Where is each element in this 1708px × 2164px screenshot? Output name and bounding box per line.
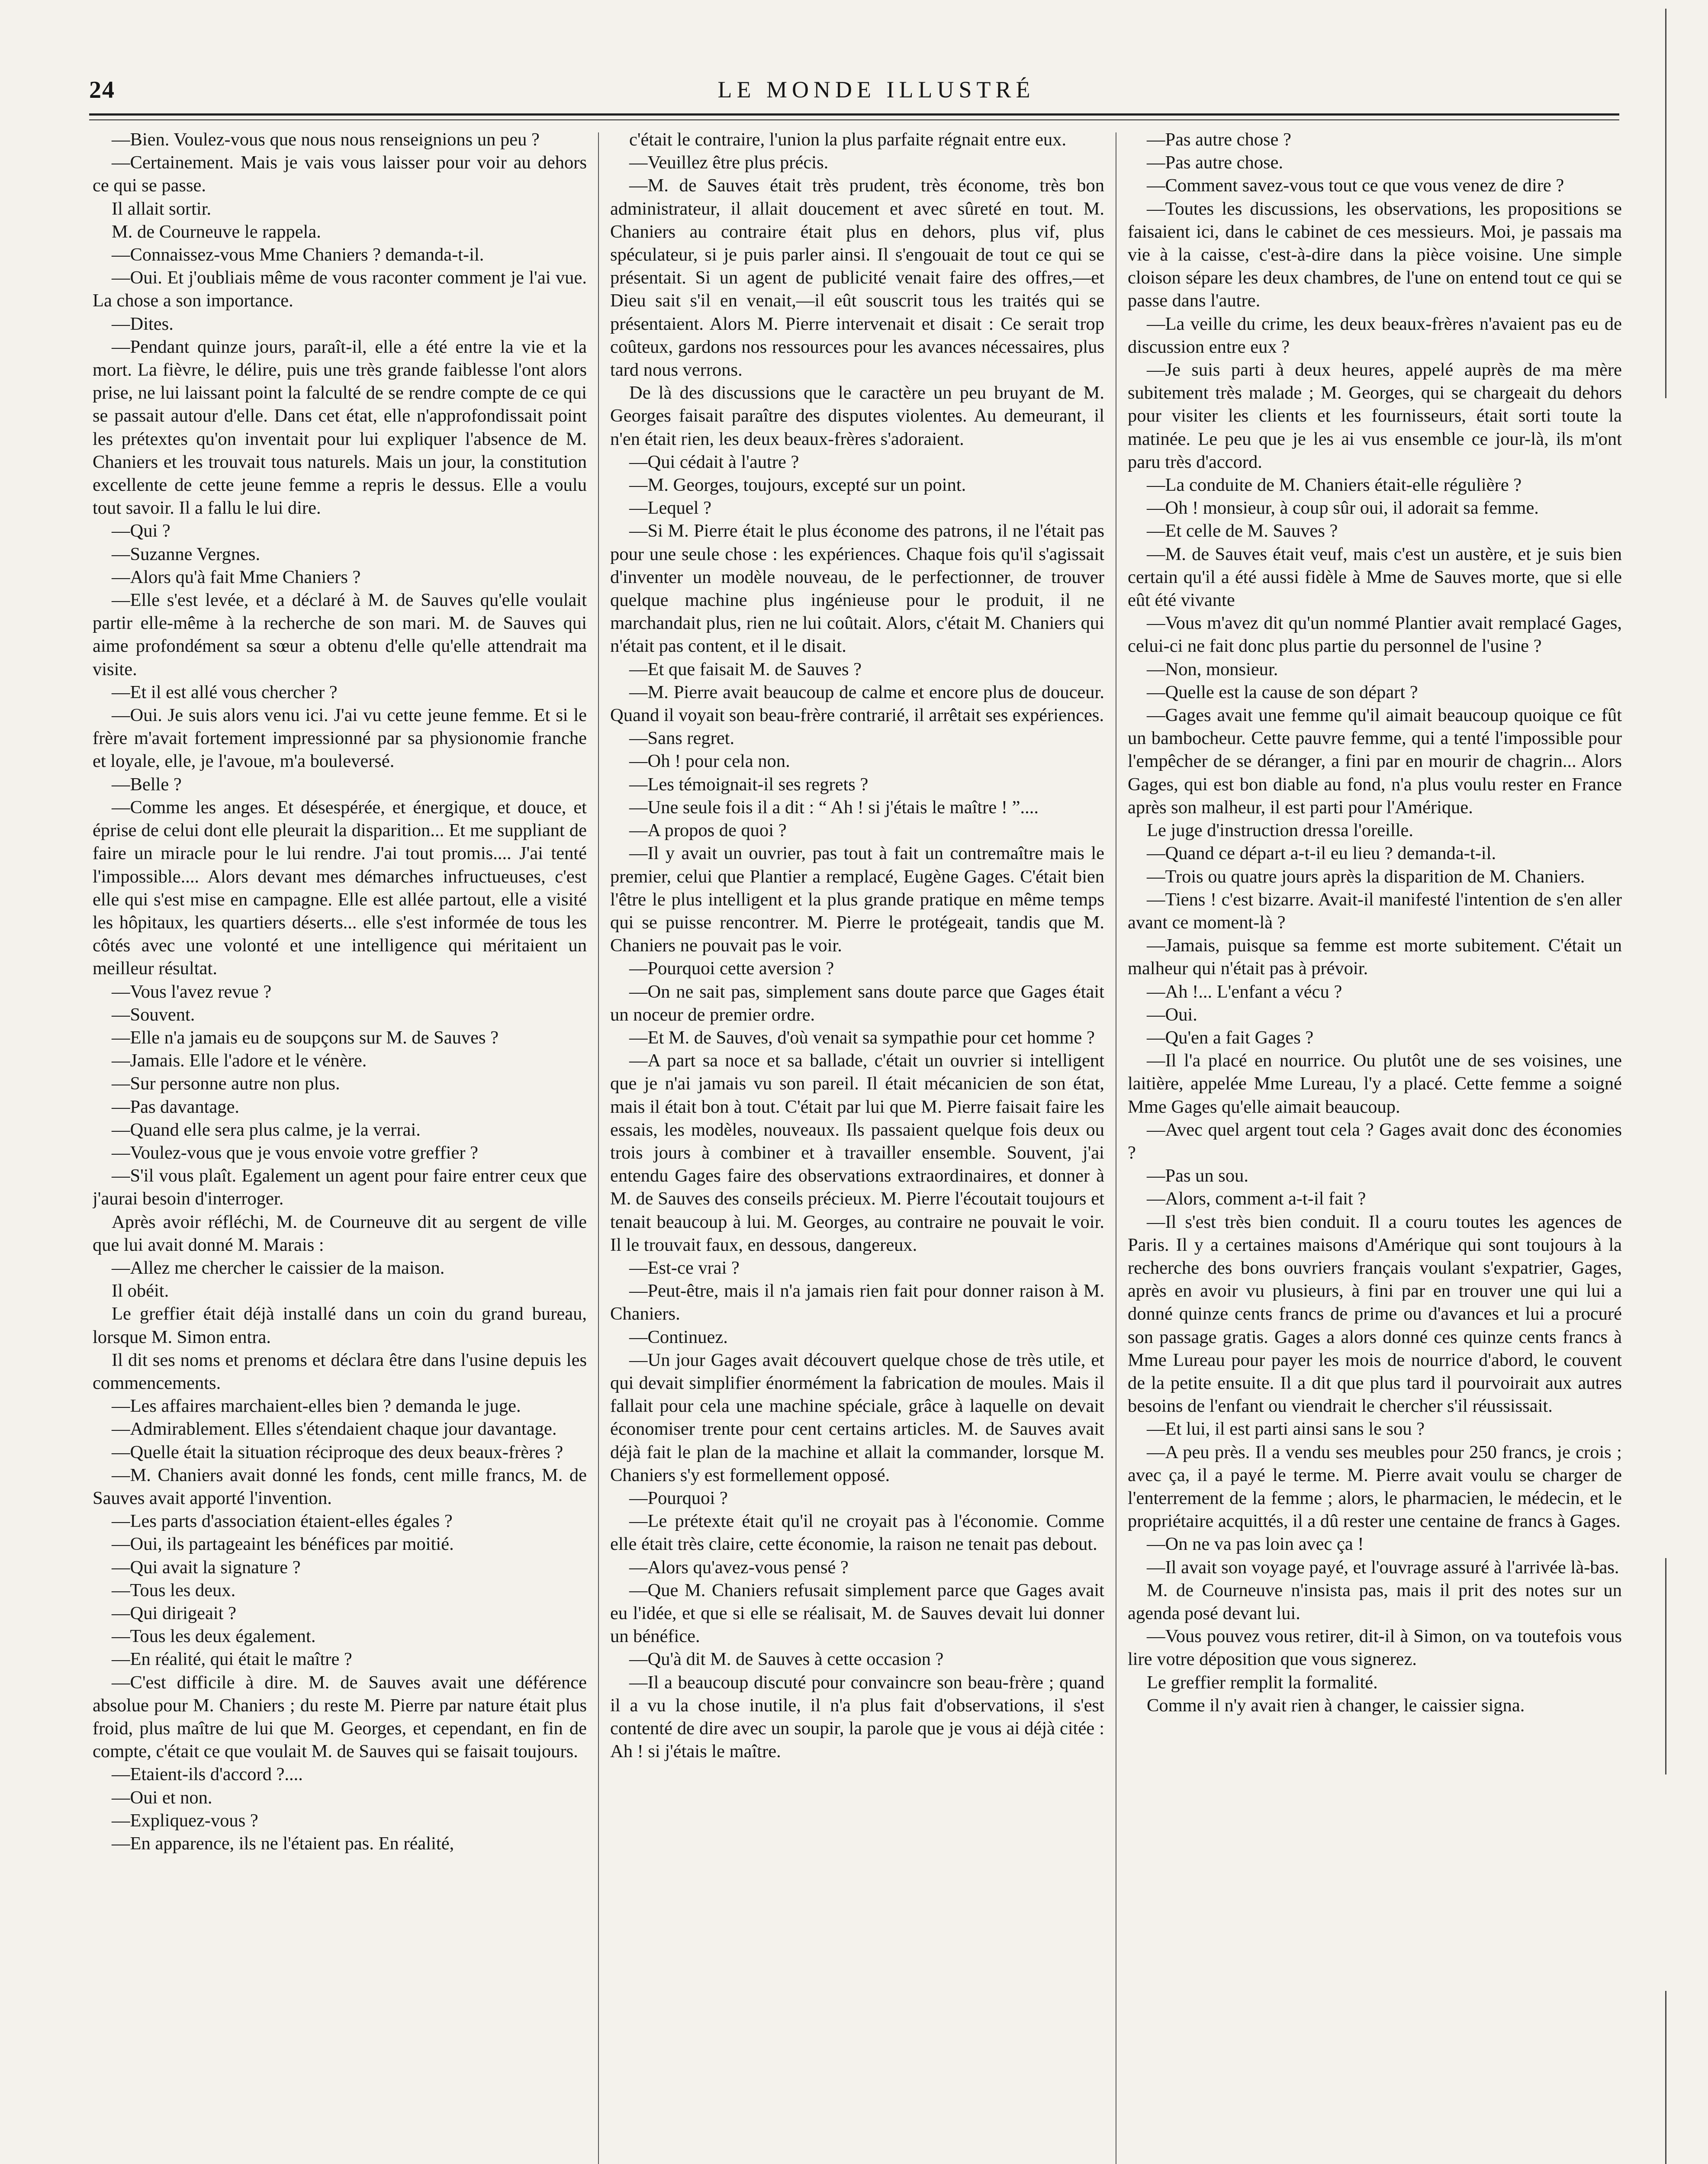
paragraph: —Certainement. Mais je vais vous laisser pour voir au dehors ce qui se passe. [93,152,587,196]
paragraph: —S'il vous plaît. Egalement un agent pour faire entrer ceux que j'aurai besoin d'interroger. [93,1166,587,1209]
paragraph: —Si M. Pierre était le plus économe des patrons, il ne l'était pas pour une seule chose : les expériences. Chaque fois qu'il s'agissait d'inventer un modèle nouveau, de le perfectionner, de trouver quelque machine plus ingénieuse pour le produit, il ne marchandait plus, rien ne lui coûtait. Alors, c'était M. Chaniers qui n'était pas content, et il le disait. [610,521,1104,657]
paragraph: —Veuillez être plus précis. [629,152,829,173]
paragraph: —La veille du crime, les deux beaux-frères n'avaient pas eu de discussion entre eux ? [1128,313,1622,357]
column-1 [93,128,587,2164]
paragraph: —Est-ce vrai ? [629,1257,740,1278]
paragraph: —Sur personne autre non plus. [112,1073,340,1094]
paragraph: —Tiens ! c'est bizarre. Avait-il manifesté l'intention de s'en aller avant ce moment-là ? [1128,889,1622,933]
paragraph: —Pas autre chose ? [1147,129,1291,150]
paragraph: —Il a beaucoup discuté pour convaincre son beau-frère ; quand il a vu la chose inutile, il n'a plus fait d'observations, il s'est contenté de dire avec un soupir, la parole que je vous ai déjà citée : Ah ! si j'étais le maître. [610,1672,1104,1762]
paragraph: Il allait sortir. [112,198,212,219]
paragraph: —Oh ! monsieur, à coup sûr oui, il adorait sa femme. [1147,498,1539,518]
paragraph: —M. Pierre avait beaucoup de calme et encore plus de douceur. Quand il voyait son beau-frère contrarié, il arrêtait ses expériences. [610,682,1104,726]
paragraph: —A peu près. Il a vendu ses meubles pour 250 francs, je crois ; avec ça, il a payé le terme. M. Pierre avait voulu se charger de l'enterrement de la femme ; alors, le pharmacien, le médecin, et le propriétaire acquittés, il a dû rester une centaine de francs à Gages. [1128,1442,1622,1532]
paragraph: —Pourquoi cette aversion ? [629,958,834,979]
paragraph: —Quand elle sera plus calme, je la verrai. [112,1119,421,1140]
paragraph: —Allez me chercher le caissier de la maison. [112,1257,445,1278]
paragraph: —Continuez. [629,1327,728,1347]
paragraph: M. de Courneuve le rappela. [112,221,321,242]
header-rule [89,113,1619,116]
binding-line [1665,9,1666,398]
paragraph: —Il l'a placé en nourrice. Ou plutôt une de ses voisines, une laitière, appelée Mme Lureau, l'y a placé. Cette femme a soigné Mme Gages qu'elle aimait beaucoup. [1128,1050,1622,1117]
paragraph: —Je suis parti à deux heures, appelé auprès de ma mère subitement très malade ; M. Georges, qui se chargeait du dehors pour visiter les clients et les fournisseurs, était sorti toute la matinée. Le peu que je les ai vus ensemble ce jour-là, ils m'ont paru très d'accord. [1128,360,1622,472]
paragraph: —Suzanne Vergnes. [112,544,261,564]
paragraph: —On ne sait pas, simplement sans doute parce que Gages était un noceur de premier ordre. [610,981,1104,1025]
paragraph: —Qui dirigeait ? [112,1603,236,1623]
paragraph: Comme il n'y avait rien à changer, le caissier signa. [1147,1695,1525,1716]
paragraph: De là des discussions que le caractère un peu bruyant de M. Georges faisait paraître des disputes violentes. Au demeurant, il n'en était rien, les deux beaux-frères s'adoraient. [610,383,1104,449]
paragraph: —Une seule fois il a dit : “ Ah ! si j'étais le maître ! ”.... [629,797,1039,818]
column-3 [1128,128,1622,2164]
paragraph: —Vous l'avez revue ? [112,981,272,1002]
paragraph: —Quelle était la situation réciproque des deux beaux-frères ? [112,1442,563,1462]
paragraph: —Le prétexte était qu'il ne croyait pas à l'économie. Comme elle était très claire, cette économie, la raison ne tenait pas debout. [610,1511,1104,1555]
paragraph: Le juge d'instruction dressa l'oreille. [1147,820,1414,841]
paragraph: —Sans regret. [629,728,735,749]
paragraph: —Vous m'avez dit qu'un nommé Plantier avait remplacé Gages, celui-ci ne fait donc plus partie du personnel de l'usine ? [1128,613,1622,657]
paragraph: —La conduite de M. Chaniers était-elle régulière ? [1147,475,1522,496]
masthead-title: LE MONDE ILLUSTRÉ [717,77,1035,103]
paragraph: —Qui cédait à l'autre ? [629,451,799,472]
paragraph: Le greffier était déjà installé dans un coin du grand bureau, lorsque M. Simon entra. [93,1304,587,1347]
paragraph: —Alors qu'avez-vous pensé ? [629,1557,849,1578]
paragraph: —Non, monsieur. [1147,659,1278,679]
paragraph: —A part sa noce et sa ballade, c'était un ouvrier si intelligent que je n'ai jamais vu son pareil. Il était mécanicien de son état, mais il était bon à tout. C'était par lui que M. Pierre faisait faire les essais, les modèles, nouveaux. Ils passaient quelque fois deux ou trois jours à combiner et à travailler ensemble. Souvent, j'ai entendu Gages faire des observations extraordinaires, et donner à M. de Sauves des conseils précieux. M. Pierre l'écoutait toujours et tenait beaucoup à lui. M. Georges, au contraire ne pouvait le voir. Il le trouvait faux, en dessous, dangereux. [610,1050,1104,1255]
paragraph: —Et il est allé vous chercher ? [112,682,338,702]
paragraph: Le greffier remplit la formalité. [1147,1672,1378,1693]
paragraph: —A propos de quoi ? [629,820,787,841]
paragraph: —Gages avait une femme qu'il aimait beaucoup quoique ce fût un bambocheur. Cette pauvre femme, qui a tenté l'impossible pour l'empêcher de se déranger, a fini par en mourir de chagrin... Alors Gages, qui est bon diable au fond, n'a plus voulu rester en France après son malheur, il est parti pour l'Amérique. [1128,705,1622,818]
paragraph: —Qui ? [112,521,170,541]
paragraph: —Pas autre chose. [1147,152,1283,173]
page-number: 24 [89,77,115,103]
paragraph: —M. Georges, toujours, excepté sur un point. [629,475,966,496]
paragraph: —Oui. [1147,1004,1197,1025]
paragraph: —Alors qu'à fait Mme Chaniers ? [112,567,361,587]
paragraph: —Pas davantage. [112,1096,240,1117]
paragraph: —Comme les anges. Et désespérée, et énergique, et douce, et éprise de celui dont elle pleurait la disparition... Et me suppliant de faire un miracle pour le lui rendre. J'ai tout promis.... J'ai tenté l'impossible.... Alors devant mes démarches infructueuses, c'est elle qui s'est mise en campagne. Elle est allée partout, elle a visité les hôpitaux, les quartiers déserts... elle s'est informée de tous les côtés avec une volonté et une intelligence qui méritaient un meilleur résultat. [93,797,587,979]
paragraph: —Dites. [112,313,174,334]
paragraph: —Oui et non. [112,1787,212,1808]
paragraph: —On ne va pas loin avec ça ! [1147,1534,1364,1555]
paragraph: Il obéit. [112,1281,169,1301]
paragraph: —En réalité, qui était le maître ? [112,1649,352,1670]
paragraph: —Et M. de Sauves, d'où venait sa sympathie pour cet homme ? [629,1027,1095,1048]
paragraph: M. de Courneuve n'insista pas, mais il prit des notes sur un agenda posé devant lui. [1128,1580,1622,1623]
paragraph: —Pas un sou. [1147,1166,1248,1186]
text-columns [93,128,1622,2164]
paragraph: —Peut-être, mais il n'a jamais rien fait pour donner raison à M. Chaniers. [610,1281,1104,1324]
paragraph: —Expliquez-vous ? [112,1810,258,1831]
paragraph: —Oui. Je suis alors venu ici. J'ai vu cette jeune femme. Et si le frère m'avait fortement impressionné par sa physionomie franche et loyale, elle, je l'avoue, m'a bouleversé. [93,705,587,772]
paragraph: —Pourquoi ? [629,1488,728,1508]
paragraph: —Un jour Gages avait découvert quelque chose de très utile, et qui devait simplifier énormément la fabrication de moules. Mais il fallait pour cela une machine spéciale, grâce à laquelle on devait économiser trente pour cent certains articles. M. de Sauves avait déjà fait le plan de la machine et allait la commander, lorsque M. Chaniers s'y est formellement opposé. [610,1349,1104,1485]
paragraph: —M. Chaniers avait donné les fonds, cent mille francs, M. de Sauves avait apporté l'invention. [93,1465,587,1508]
paragraph: —Qui avait la signature ? [112,1557,301,1578]
paragraph: —Et que faisait M. de Sauves ? [629,659,862,679]
paragraph: —Lequel ? [629,498,711,518]
paragraph: —Jamais, puisque sa femme est morte subitement. C'était un malheur qui n'était pas à prévoir. [1128,935,1622,979]
paragraph: —Oui, ils partageaint les bénéfices par moitié. [112,1534,454,1555]
paragraph: —Connaissez-vous Mme Chaniers ? demanda-t-il. [112,245,484,265]
paragraph: —Bien. Voulez-vous que nous nous renseignions un peu ? [112,129,540,150]
paragraph: Après avoir réfléchi, M. de Courneuve dit au sergent de ville que lui avait donné M. Marais : [93,1211,587,1255]
paragraph: —Etaient-ils d'accord ?.... [112,1764,303,1785]
paragraph: —Quand ce départ a-t-il eu lieu ? demanda-t-il. [1147,843,1496,864]
header-rule-thin [89,119,1619,120]
binding-line [1665,1558,1666,1774]
paragraph: —Admirablement. Elles s'étendaient chaque jour davantage. [112,1419,557,1439]
paragraph: —Il avait son voyage payé, et l'ouvrage assuré à l'arrivée là-bas. [1147,1557,1619,1578]
paragraph: —Ah !... L'enfant a vécu ? [1147,981,1342,1002]
paragraph: —En apparence, ils ne l'étaient pas. En réalité, [112,1833,454,1854]
column-2 [610,128,1104,2164]
paragraph: —Qu'à dit M. de Sauves à cette occasion ? [629,1649,944,1670]
paragraph: —Il s'est très bien conduit. Il a couru toutes les agences de Paris. Il y a certaines maisons d'Amérique qui sont toujours à la recherche des bons ouvriers français voulant s'expatrier, Gages, après en avoir vu plusieurs, à fini par en trouver une qui lui a donné quinze cents francs de prime ou d'avances et lui a procuré son passage gratis. Gages a alors donné ces quinze cents francs à Mme Lureau pour payer les mois de nourrice d'abord, le couvent de la petite ensuite. Il a dit que plus tard il pourvoirait aux autres besoins de l'enfant ou viendrait le chercher s'il réussissait. [1128,1211,1622,1417]
paragraph: —Que M. Chaniers refusait simplement parce que Gages avait eu l'idée, et que si elle se réalisait, M. de Sauves devait lui donner un bénéfice. [610,1580,1104,1647]
paragraph: —Jamais. Elle l'adore et le vénère. [112,1050,367,1071]
paragraph: —Toutes les discussions, les observations, les propositions se faisaient ici, dans le cabinet de ces messieurs. Moi, je passais ma vie à la caisse, c'est-à-dire dans la pièce voisine. Une simple cloison sépare les deux chambres, de l'une on entend tout ce qui se passe dans l'autre. [1128,198,1622,311]
paragraph: c'était le contraire, l'union la plus parfaite régnait entre eux. [629,129,1067,150]
binding-line [1665,1991,1666,2164]
paragraph: —Oh ! pour cela non. [629,751,790,772]
paragraph: —Comment savez-vous tout ce que vous venez de dire ? [1147,175,1564,196]
paragraph: —Voulez-vous que je vous envoie votre greffier ? [112,1142,478,1163]
binding-margin [1653,0,1679,2164]
paragraph: —Pendant quinze jours, paraît-il, elle a été entre la vie et la mort. La fièvre, le délire, puis une très grande faiblesse l'ont alors prise, ne lui laissant point la falculté de se rendre compte de ce qui se passait autour d'elle. Dans cet état, elle n'approfondissait point les prétextes qu'on inventait pour lui expliquer l'absence de M. Chaniers et les trouvait tous naturels. Mais un jour, la constitution excellente de cette jeune femme a repris le dessus. Elle a voulu tout savoir. Il a fallu le lui dire. [93,336,587,518]
paragraph: —M. de Sauves était veuf, mais c'est un austère, et je suis bien certain qu'il a été aussi fidèle à Mme de Sauves morte, que si elle eût été vivante [1128,544,1622,611]
paragraph: Il dit ses noms et prenoms et déclara être dans l'usine depuis les commencements. [93,1349,587,1393]
paragraph: —Les parts d'association étaient-elles égales ? [112,1511,453,1532]
paragraph: —Tous les deux. [112,1580,236,1600]
paragraph: —Et lui, il est parti ainsi sans le sou ? [1147,1419,1425,1439]
paragraph: —Belle ? [112,774,182,795]
paragraph: —Oui. Et j'oubliais même de vous raconter comment je l'ai vue. La chose a son importance. [93,267,587,311]
paragraph: —Elle s'est levée, et a déclaré à M. de Sauves qu'elle voulait partir elle-même à la recherche de son mari. M. de Sauves qui aime profondément sa sœur a obtenu d'elle qu'elle attendrait ma visite. [93,590,587,679]
paragraph: —Il y avait un ouvrier, pas tout à fait un contremaître mais le premier, celui que Plantier a remplacé, Eugène Gages. C'était bien l'être le plus intelligent et la plus grande pratique en même temps qui se puisse rencontrer. M. Pierre le protégeait, tandis que M. Chaniers ne pouvait pas le voir. [610,843,1104,956]
paragraph: —Alors, comment a-t-il fait ? [1147,1188,1366,1209]
paragraph: —Trois ou quatre jours après la disparition de M. Chaniers. [1147,866,1585,887]
paragraph: —Qu'en a fait Gages ? [1147,1027,1314,1048]
paragraph: —Et celle de M. Sauves ? [1147,521,1338,541]
paragraph: —Avec quel argent tout cela ? Gages avait donc des économies ? [1128,1119,1622,1163]
paragraph: —Les affaires marchaient-elles bien ? demanda le juge. [112,1396,521,1417]
paragraph: —Vous pouvez vous retirer, dit-il à Simon, on va toutefois vous lire votre déposition que vous signerez. [1128,1626,1622,1670]
paragraph: —Elle n'a jamais eu de soupçons sur M. de Sauves ? [112,1027,499,1048]
paragraph: —Souvent. [112,1004,195,1025]
paragraph: —M. de Sauves était très prudent, très économe, très bon administrateur, il allait doucement et avec sûreté en tout. M. Chaniers au contraire était plus en dehors, plus vif, plus spéculateur, si je puis parler ainsi. Il s'engouait de tout ce qui se présentait. Si un agent de publicité venait faire des offres,—et Dieu sait s'il en venait,—il eût souscrit tous les traités qui se présentaient. Alors M. Pierre intervenait et disait : Ce serait trop coûteux, gardons nos ressources pour les avances nécessaires, plus tard nous verrons. [610,175,1104,380]
column-divider [598,132,599,2164]
paragraph: —C'est difficile à dire. M. de Sauves avait une déférence absolue pour M. Chaniers ; du reste M. Pierre par nature était plus froid, plus maître de lui que M. Georges, et cependant, en fin de compte, c'était ce que voulait M. de Sauves qui se faisait toujours. [93,1672,587,1762]
paragraph: —Quelle est la cause de son départ ? [1147,682,1418,702]
paragraph: —Tous les deux également. [112,1626,316,1647]
paragraph: —Les témoignait-il ses regrets ? [629,774,868,795]
